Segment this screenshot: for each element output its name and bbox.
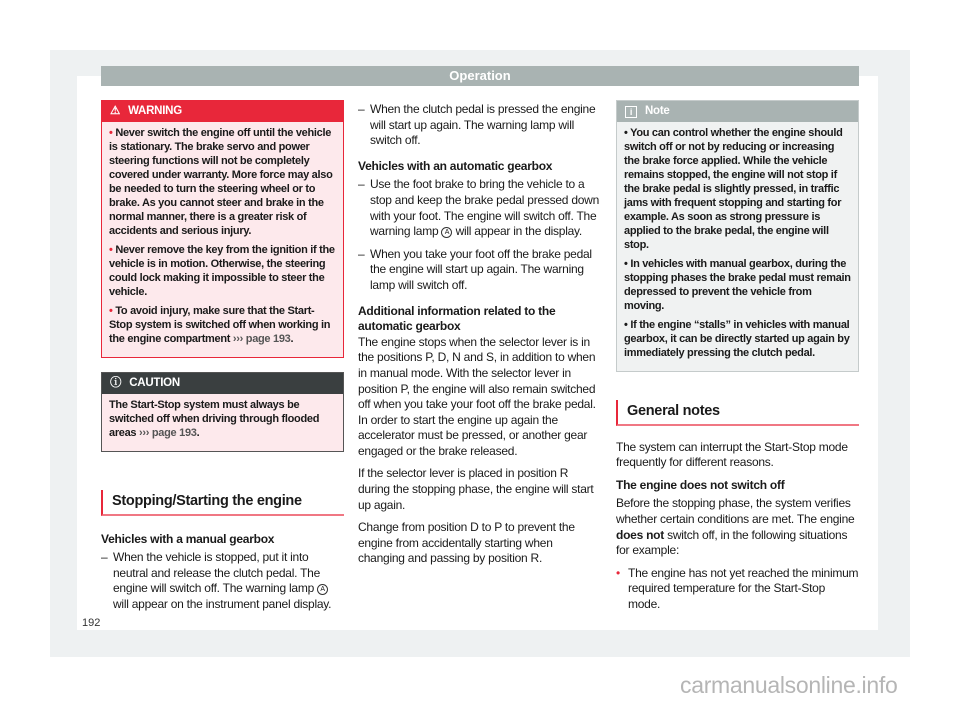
watermark: carmanualsonline.info	[680, 672, 898, 698]
warning-item: • To avoid injury, make sure that the Start-Stop system is switched off when working in the engine compartment ››› page 193.	[109, 305, 331, 345]
subheading: Additional information related to the automatic gearbox	[358, 303, 556, 334]
warning-lamp-icon: A	[441, 227, 452, 238]
page-link[interactable]: ››› page 193	[232, 333, 291, 345]
column-middle	[358, 102, 601, 574]
column-right	[616, 100, 859, 620]
warning-triangle-icon: ⚠	[110, 105, 121, 117]
caution-box	[101, 372, 344, 452]
list-item: – When the clutch pedal is pressed the engine will start up again. The warning lamp will switch off.	[358, 102, 596, 148]
warning-lamp-icon: A	[317, 584, 328, 595]
caution-label: CAUTION	[129, 377, 180, 389]
note-box	[616, 100, 859, 372]
section-title: Stopping/Starting the engine	[101, 490, 344, 516]
note-item: • You can control whether the engine should switch off or not by reducing or increasing the brake force applied. While the vehicle remains stopped, the engine will not stop if the brake pedal is slightly pressed, in traffic jams with frequent stopping and starting for example. As soon as strong pressure is applied to the brake pedal, the engine will stop.	[624, 127, 843, 251]
note-label: Note	[645, 105, 670, 117]
warning-label: WARNING	[128, 105, 182, 117]
list-item: • The engine has not yet reached the minimum required temperature for the Start-Stop mode.	[616, 565, 859, 611]
page-link[interactable]: ››› page 193	[139, 427, 197, 439]
subheading: Vehicles with an automatic gearbox	[358, 158, 553, 173]
note-item: • In vehicles with manual gearbox, during the stopping phases the brake pedal must remain depressed to prevent the vehicle from moving.	[624, 258, 851, 312]
page-number: 192	[82, 617, 101, 629]
list-item: – When you take your foot off the brake pedal the engine will start up again. The warning lamp will switch off.	[358, 246, 592, 292]
page-header: Operation	[101, 66, 859, 86]
note-item: • If the engine “stalls” in vehicles with manual gearbox, it can be directly started up again by immediately pressing the clutch pedal.	[624, 319, 850, 359]
paragraph: Before the stopping phase, the system verifies whether certain conditions are met. The engine does not switch off, in the following situations for example:	[616, 496, 855, 558]
section-title: General notes	[616, 400, 859, 426]
paragraph: If the selector lever is placed in position R during the stopping phase, the engine will start up again.	[358, 466, 594, 512]
info-icon: i	[625, 106, 637, 118]
caution-text: The Start-Stop system must always be switched off when driving through flooded areas ››› page 193.	[109, 399, 320, 439]
warning-item: • Never remove the key from the ignition if the vehicle is in motion. Otherwise, the steering could lock making it impossible to steer the vehicle.	[109, 244, 335, 298]
list-item: – Use the foot brake to bring the vehicle to a stop and keep the brake pedal pressed down with your foot. The engine will switch off. The warning lamp A will appear in the display.	[358, 177, 600, 239]
warning-item: • Never switch the engine off until the vehicle is stationary. The brake servo and power steering functions will not be completely covered under warranty. More force may also be needed to turn the steering wheel or to brake. As you cannot steer and brake in the normal manner, there is a greater risk of accidents and serious injury.	[109, 127, 333, 237]
column-left	[101, 100, 344, 620]
list-item: – When the vehicle is stopped, put it into neutral and release the clutch pedal. The engine will switch off. The warning lamp A will appear on the instrument panel display.	[101, 550, 332, 611]
subheading: Vehicles with a manual gearbox	[101, 531, 275, 546]
warning-box	[101, 100, 344, 358]
paragraph: The engine stops when the selector lever is in the positions P, D, N and S, in addition to when in manual mode. With the selector lever in position P, the engine will also remain switched off when you take your foot off the brake pedal. In order to start the engine up again the accelerator must be pressed, or another gear engaged or the brake released.	[358, 334, 596, 458]
caution-icon: ⓘ	[110, 377, 122, 389]
paragraph: The system can interrupt the Start-Stop mode frequently for different reasons.	[616, 439, 848, 470]
subheading: The engine does not switch off	[616, 477, 785, 492]
paragraph: Change from position D to P to prevent the engine from accidentally starting when changing and passing by position R.	[358, 520, 575, 566]
